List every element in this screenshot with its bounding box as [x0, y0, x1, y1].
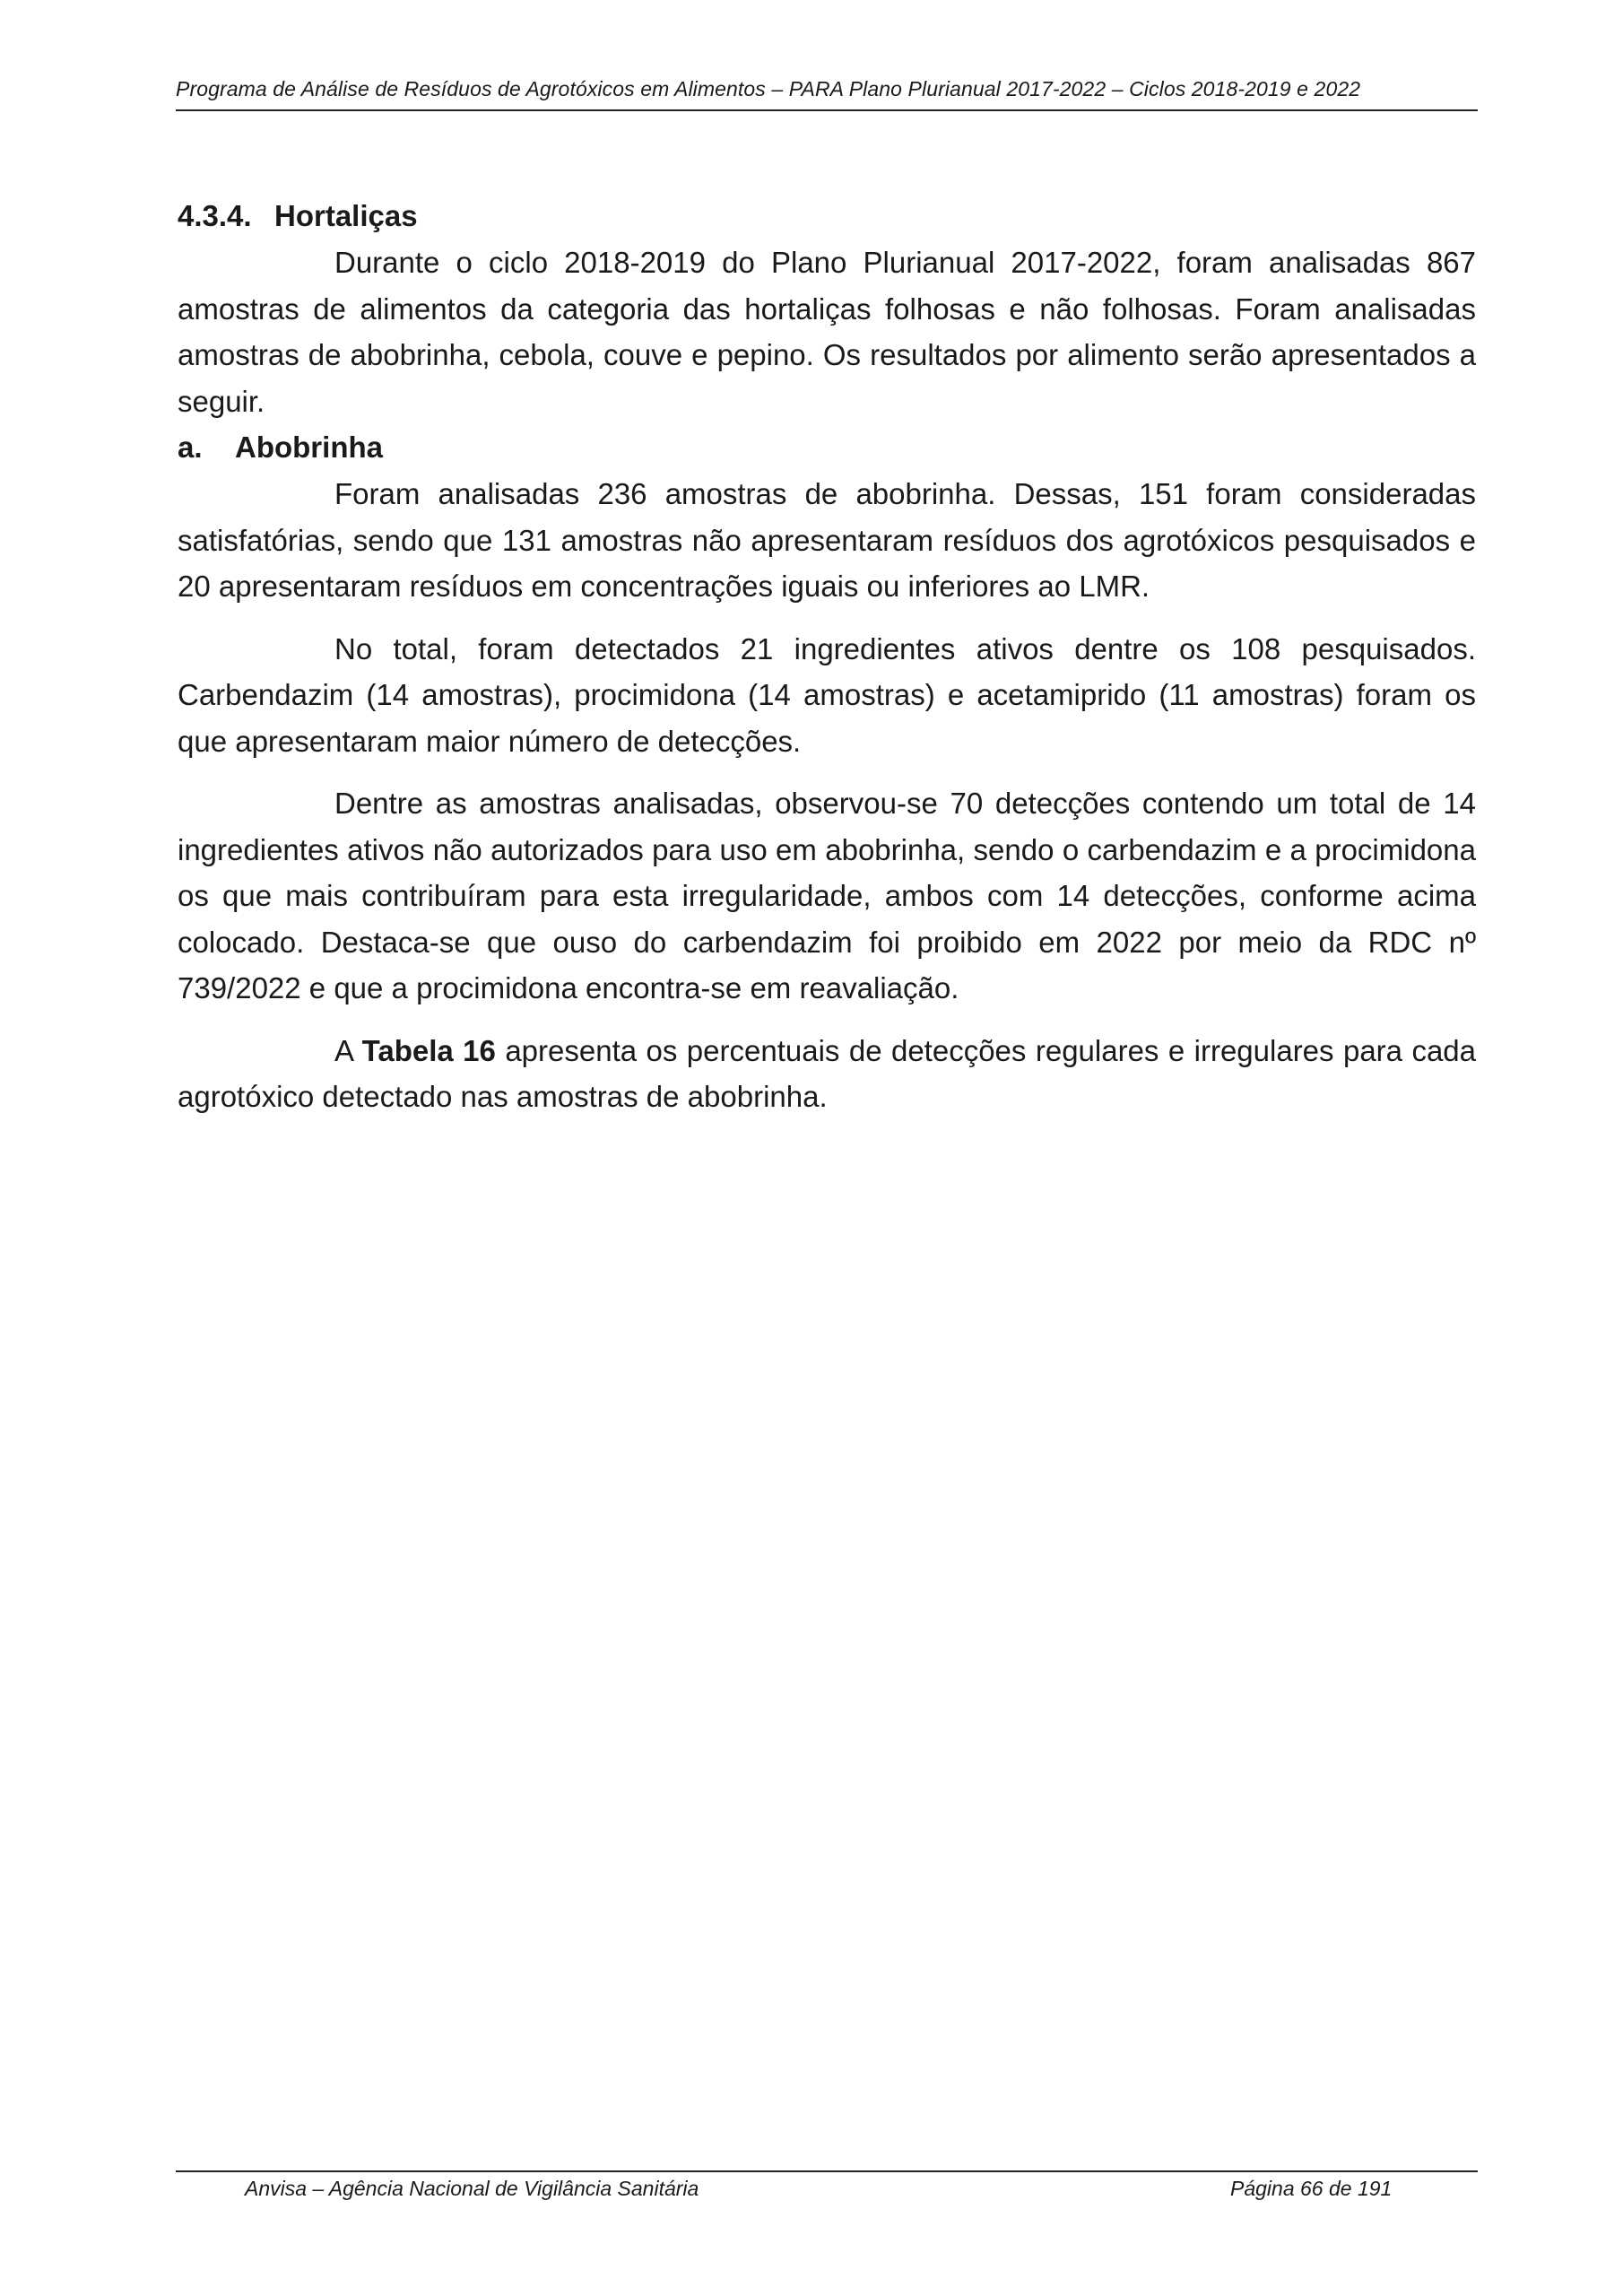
paragraph-irregularities: Dentre as amostras analisadas, observou-se 70 detecções contendo um total de 14 ingredientes ativos não autorizados para uso em abobrinha, sendo o carbendazim e a procimidona os que mais contribuíram para esta irregularidade, ambos com 14 detecções, conforme acima colocado. Destaca-se que ouso do carbendazim foi proibido em 2022 por meio da RDC nº 739/2022 e que a procimidona encontra-se em reavaliação.: [178, 787, 1476, 1004]
section-intro-paragraph: Durante o ciclo 2018-2019 do Plano Plurianual 2017-2022, foram analisadas 867 amostras de alimentos da categoria das hortaliças folhosas e não folhosas. Foram analisadas amostras de abobrinha, cebola, couve e pepino. Os resultados por alimento serão apresentados a seguir.: [178, 246, 1476, 418]
paragraph-samples: Foram analisadas 236 amostras de abobrinha. Dessas, 151 foram consideradas satisfatórias, sendo que 131 amostras não apresentaram resíduos dos agrotóxicos pesquisados e 20 apresentaram resíduos em concentrações iguais ou inferiores ao LMR.: [178, 477, 1476, 603]
footer-page-number: Página 66 de 191: [1230, 2177, 1393, 2200]
table-ref-link: Tabela 16: [361, 1033, 496, 1067]
paragraph-ingredients: No total, foram detectados 21 ingredientes ativos dentre os 108 pesquisados. Carbendazim (14 amostras), procimidona (14 amostras) e acetamiprido (11 amostras) foram os que apresentaram maior número de detecções.: [178, 631, 1476, 758]
table-ref-prefix: A: [334, 1033, 353, 1067]
subsection-heading: [178, 424, 1476, 471]
footer-divider: [176, 2170, 1478, 2172]
subsection-title: Abobrinha: [235, 430, 383, 464]
page-body: [178, 193, 1476, 1120]
header-divider: [176, 109, 1478, 111]
section-heading: [178, 193, 1476, 239]
table-ref-rest: apresenta os percentuais de detecções regulares e irregulares para cada agrotóxico detectado nas amostras de abobrinha.: [178, 1033, 1477, 1113]
footer-agency: Anvisa – Agência Nacional de Vigilância Sanitária: [245, 2177, 699, 2200]
section-number: 4.3.4.: [178, 199, 252, 232]
paragraph-table-reference: [178, 1028, 1476, 1120]
section-title: Hortaliças: [274, 199, 418, 232]
subsection-letter: a.: [178, 430, 203, 464]
running-header: Programa de Análise de Resíduos de Agrotóxicos em Alimentos – PARA Plano Plurianual 2017-2022 – Ciclos 2018-2019 e 2022: [176, 77, 1361, 100]
